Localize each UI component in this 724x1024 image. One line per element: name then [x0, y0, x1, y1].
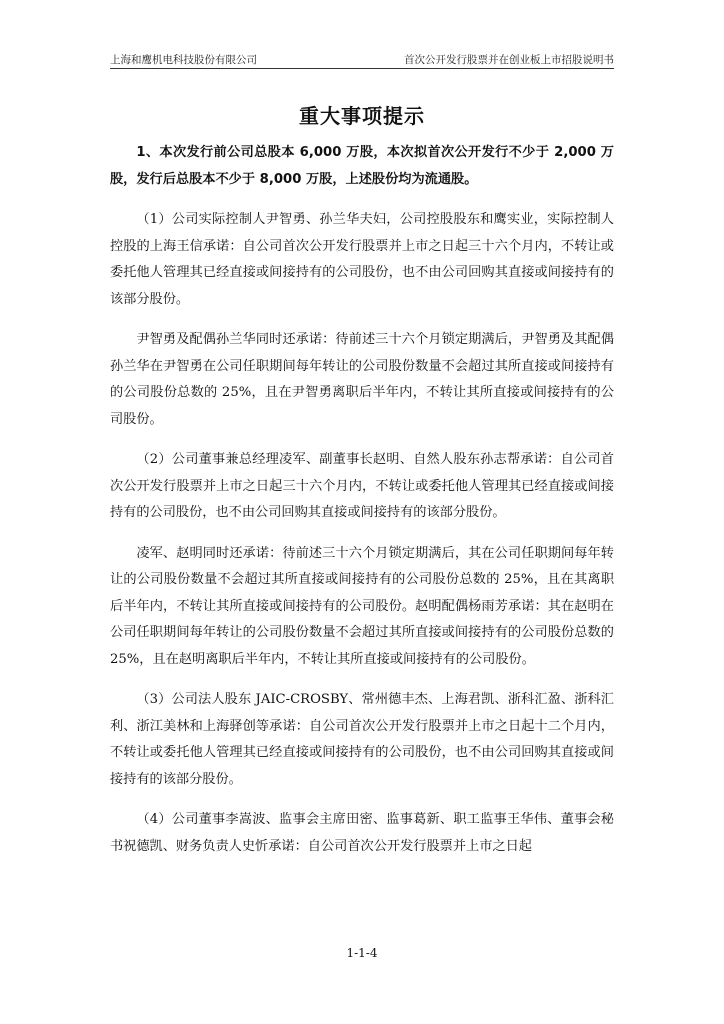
- document-body: [110, 140, 614, 874]
- page-header: [110, 50, 614, 69]
- page-number: 1-1-4: [346, 946, 378, 960]
- paragraph-1: 1、本次发行前公司总股本 6,000 万股，本次拟首次公开发行不少于 2,000 万股，发行后总股本不少于 8,000 万股，上述股份均为流通股。: [110, 145, 614, 187]
- paragraph-7: （4）公司董事李嵩波、监事会主席田密、监事葛新、职工监事王华伟、董事会秘书祝德凯、财务负责人史忻承诺：自公司首次公开发行股票并上市之日起: [110, 812, 614, 854]
- paragraph-6: （3）公司法人股东 JAIC-CROSBY、常州德丰杰、上海君凯、浙科汇盈、浙科汇利、浙江美林和上海驿创等承诺：自公司首次公开发行股票并上市之日起十二个月内，不转让或委托他人管理其已经直接或间接持有的公司股份，也不由公司回购其直接或间接持有的该部分股份。: [110, 692, 614, 787]
- section-title: 重大事项提示: [299, 104, 425, 128]
- paragraph-3: 尹智勇及配偶孙兰华同时还承诺：待前述三十六个月锁定期满后，尹智勇及其配偶孙兰华在尹智勇在公司任职期间每年转让的公司股份数量不会超过其所直接或间接持有的公司股份总数的 25%，且在尹智勇离职后半年内，不转让其所直接或间接持有的公司股份。: [110, 332, 614, 427]
- paragraph-4: （2）公司董事兼总经理凌军、副董事长赵明、自然人股东孙志帮承诺：自公司首次公开发行股票并上市之日起三十六个月内，不转让或委托他人管理其已经直接或间接持有的公司股份，也不由公司回购其直接或间接持有的该部分股份。: [110, 452, 614, 520]
- paragraph-2: （1）公司实际控制人尹智勇、孙兰华夫妇，公司控股股东和鹰实业，实际控制人控股的上海王信承诺：自公司首次公开发行股票并上市之日起三十六个月内，不转让或委托他人管理其已经直接或间接持有的公司股份，也不由公司回购其直接或间接持有的该部分股份。: [110, 212, 614, 307]
- document-title: 首次公开发行股票并在创业板上市招股说明书: [404, 54, 614, 66]
- paragraph-5: 凌军、赵明同时还承诺：待前述三十六个月锁定期满后，其在公司任职期间每年转让的公司股份数量不会超过其所直接或间接持有的公司股份总数的 25%，且在其离职后半年内，不转让其所直接或间接持有的公司股份。赵明配偶杨雨芳承诺：其在赵明在公司任职期间每年转让的公司股份数量不会超过其所直接或间接持有的公司股份总数的 25%，且在赵明离职后半年内，不转让其所直接或间接持有的公司股份。: [110, 545, 614, 667]
- company-name: 上海和鹰机电科技股份有限公司: [110, 54, 257, 66]
